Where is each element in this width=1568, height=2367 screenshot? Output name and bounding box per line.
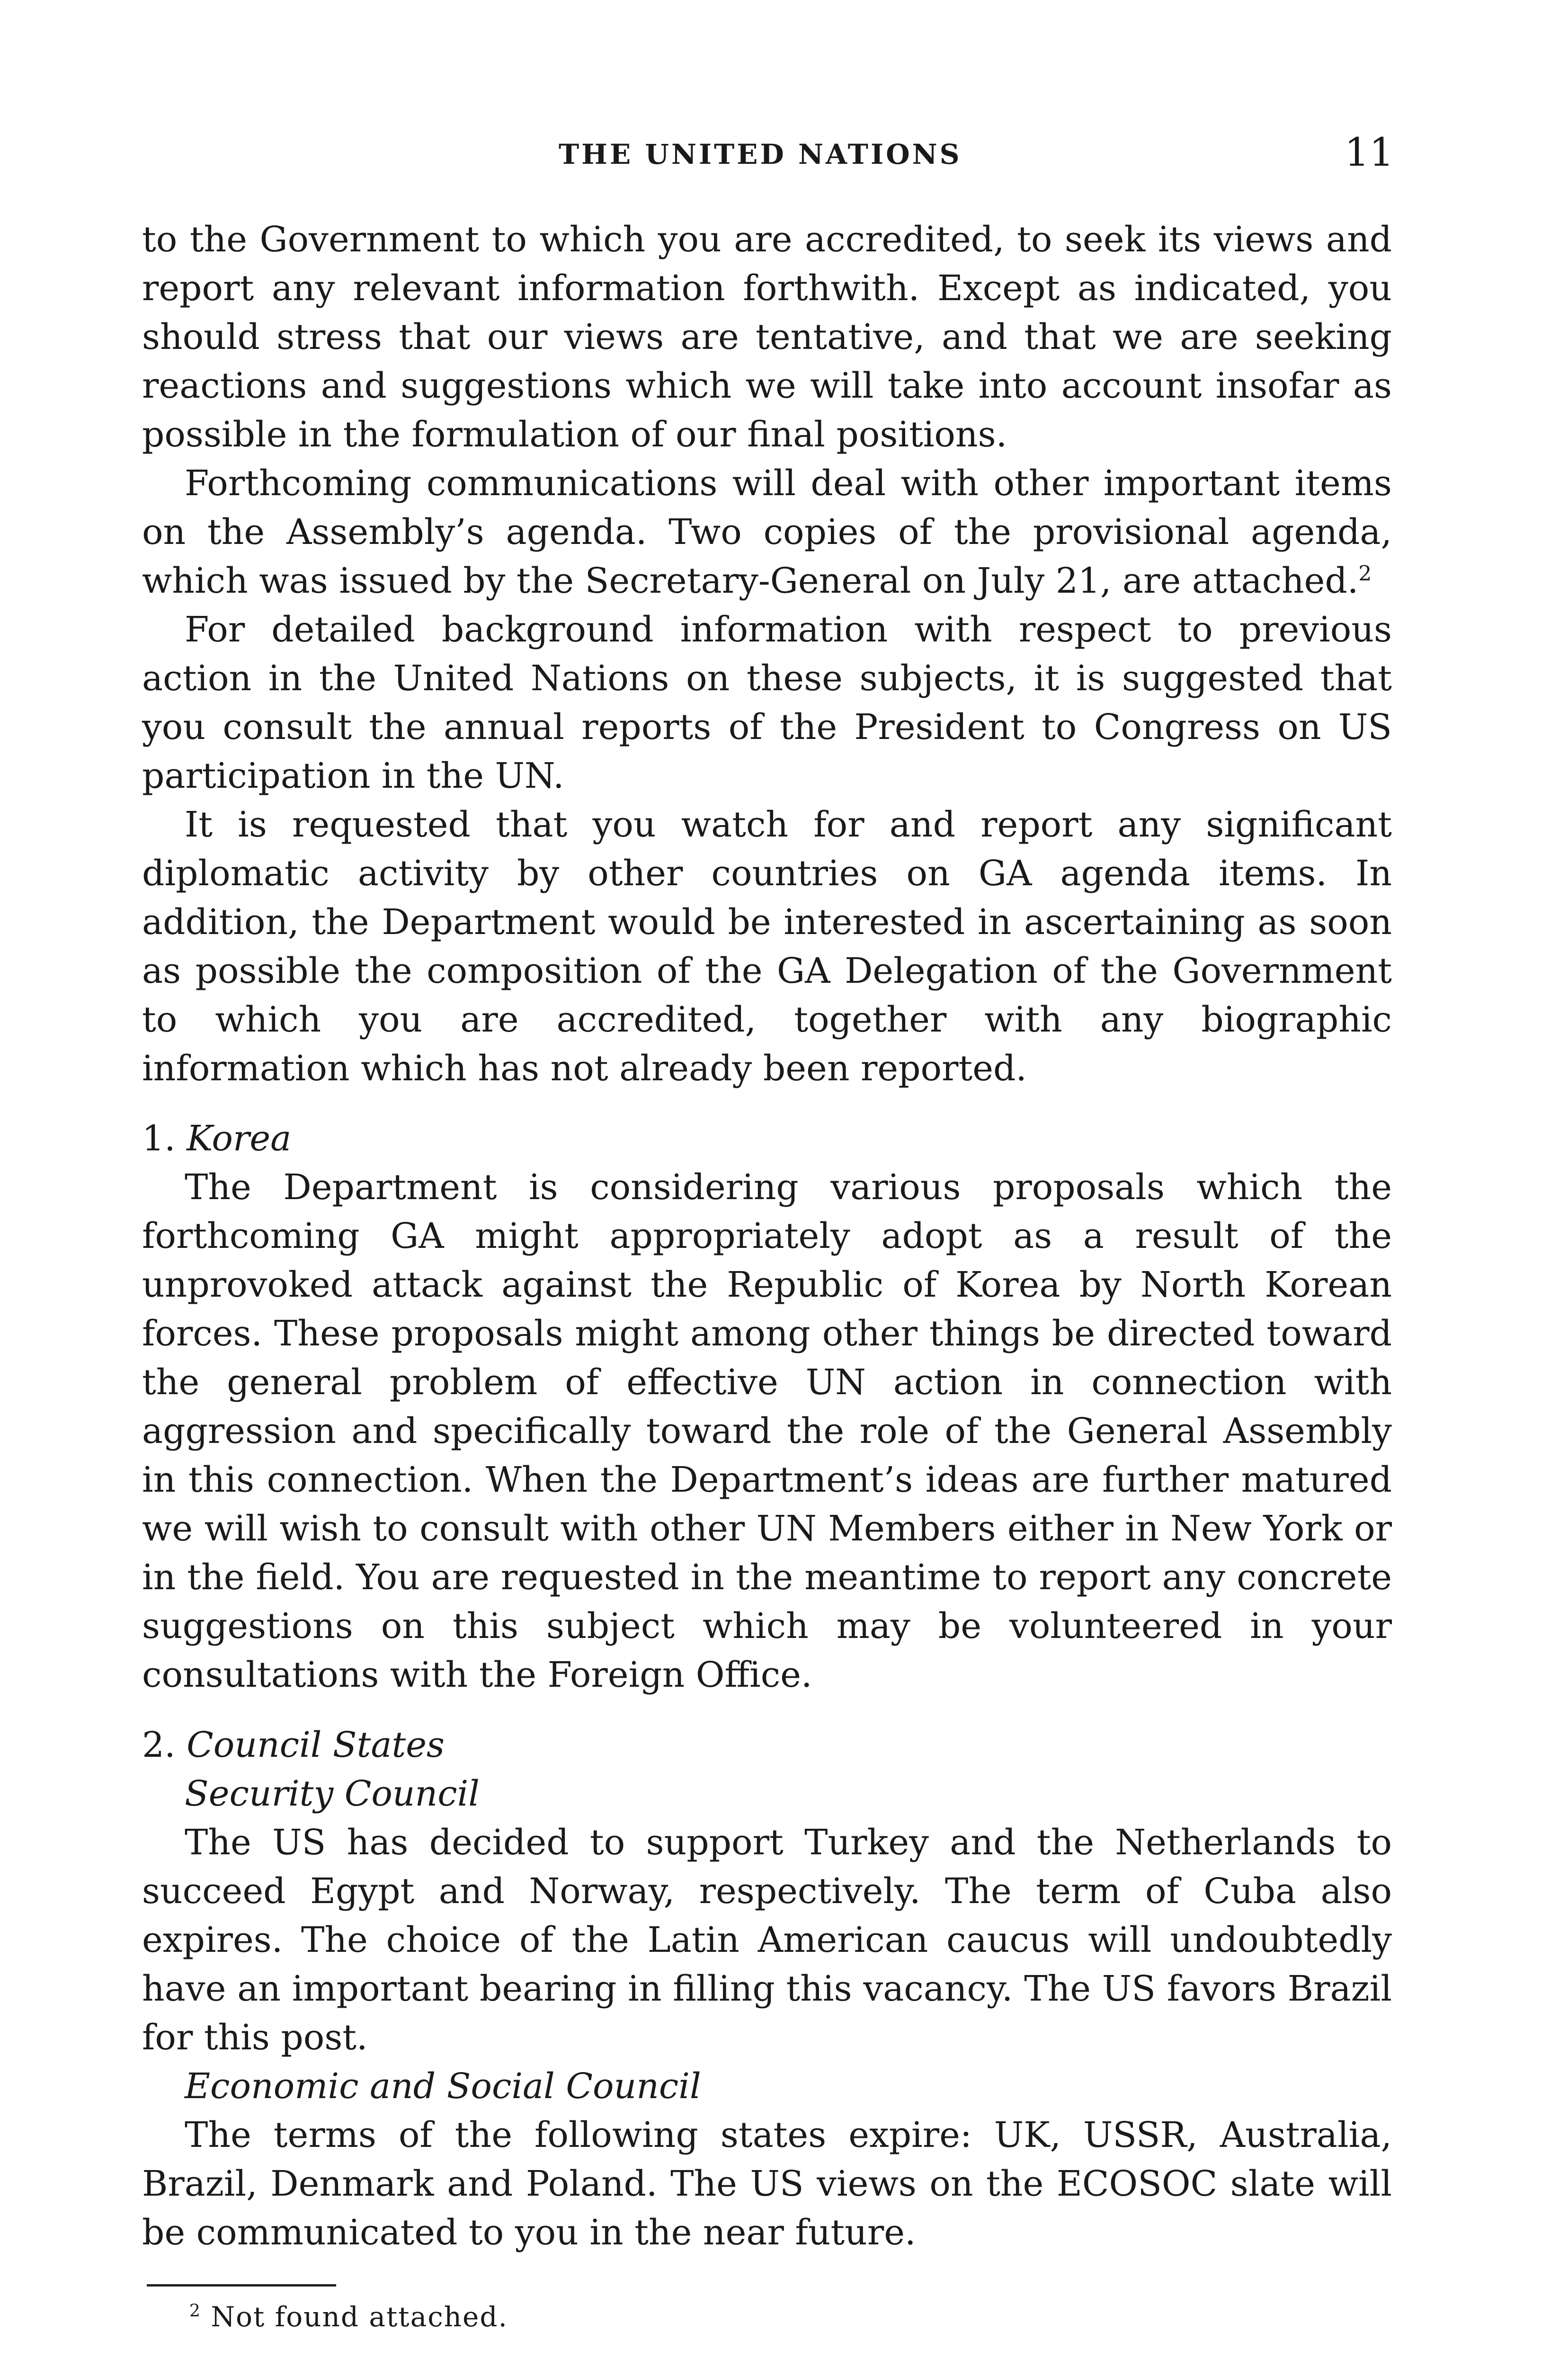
section-number: 1. — [142, 1118, 176, 1159]
paragraph-3: For detailed background information with respect to previous action in the United Nations on these subjects, it is suggested that you consult the annual reports of the President to Congress on US participation in the UN. — [142, 609, 1392, 796]
paragraph-1: to the Government to which you are accredited, to seek its views and report any relevant information forthwith. Except as indicated, you should stress that our views are tentative, and that we are seeking reactions and suggestions which we will take into account insofar as possible in the formulation of our final positions. — [142, 219, 1392, 455]
section-number: 2. — [142, 1725, 176, 1765]
footnote-divider — [147, 2284, 336, 2287]
subheading-ecosoc: Economic and Social Council — [185, 2066, 701, 2107]
page-body — [142, 215, 1392, 2257]
paragraph-2-text: Forthcoming communications will deal with other important items on the Assembly’s agenda. Two copies of the provisional agenda, which was issued by the Secretary-General on July 21, are attached. — [142, 463, 1392, 601]
running-title: THE UNITED NATIONS — [559, 138, 962, 170]
subheading-security-council: Security Council — [185, 1773, 480, 1814]
ecosoc-text: The terms of the following states expire: UK, USSR, Australia, Brazil, Denmark and Poland. The US views on the ECOSOC slate will be communicated to you in the near future. — [142, 2115, 1392, 2253]
section-text-korea: The Department is considering various proposals which the forthcoming GA might appropriately adopt as a result of the unprovoked attack against the Republic of Korea by North Korean forces. These proposals might among other things be directed toward the general problem of effective UN action in connection with aggression and specifically toward the role of the General Assembly in this connection. When the Department’s ideas are further matured we will wish to consult with other UN Members either in New York or in the field. You are requested in the meantime to report any concrete suggestions on this subject which may be volunteered in your consultations with the Foreign Office. — [142, 1167, 1392, 1695]
section-title: Council States — [187, 1725, 445, 1765]
section-heading-council-states — [142, 1721, 1392, 1770]
footnote — [189, 2301, 508, 2333]
footnote-text: Not found attached. — [211, 2301, 508, 2333]
page-number: 11 — [1345, 130, 1394, 175]
paragraph-4: It is requested that you watch for and report any significant diplomatic activity by other countries on GA agenda items. In addition, the Department would be interested in ascertaining as soon as possible the composition of the GA Delegation of the Government to which you are accredited, together with any biographic information which has not already been reported. — [142, 804, 1392, 1089]
security-council-text: The US has decided to support Turkey and the Netherlands to succeed Egypt and Norway, respectively. The term of Cuba also expires. The choice of the Latin American caucus will undoubtedly have an important bearing in filling this vacancy. The US favors Brazil for this post. — [142, 1822, 1392, 2058]
footnote-mark: 2 — [189, 2301, 201, 2321]
footnote-ref-2: 2 — [1358, 561, 1372, 586]
section-title: Korea — [187, 1118, 292, 1159]
paragraph-2 — [142, 459, 1392, 605]
section-heading-korea — [142, 1114, 1392, 1163]
